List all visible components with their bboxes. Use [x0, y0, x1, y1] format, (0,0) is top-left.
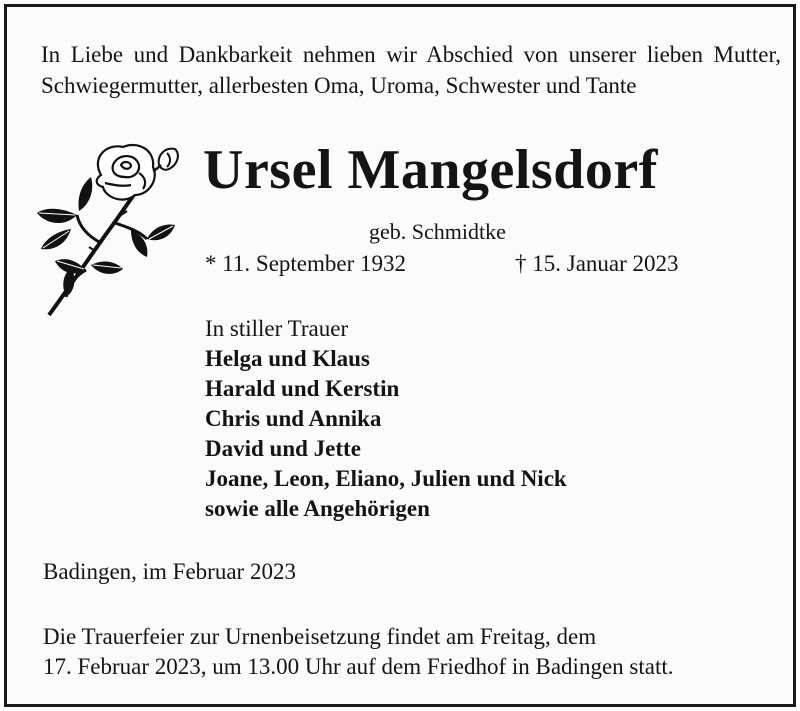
mourner-name: Joane, Leon, Eliano, Julien und Nick: [205, 466, 567, 491]
mourner-name: Harald und Kerstin: [205, 376, 400, 401]
deceased-name: Ursel Mangelsdorf: [203, 139, 658, 201]
funeral-notice-line: Die Trauerfeier zur Urnenbeisetzung findet am Freitag, dem: [43, 624, 597, 649]
maiden-name: geb. Schmidtke: [369, 219, 506, 244]
obituary-frame: [4, 4, 796, 707]
mourner-name: Helga und Klaus: [205, 346, 370, 371]
mourner-name: Chris und Annika: [205, 406, 382, 431]
mourner-name: David und Jette: [205, 436, 361, 461]
birth-date: * 11. September 1932: [205, 251, 407, 276]
place-and-date: Badingen, im Februar 2023: [43, 559, 296, 584]
funeral-notice: [43, 622, 783, 682]
funeral-notice-line: 17. Februar 2023, um 13.00 Uhr auf dem Friedhof in Badingen statt.: [43, 654, 674, 679]
rose-icon: [31, 135, 191, 325]
mourners-block: [205, 314, 567, 524]
mourner-name: sowie alle Angehörigen: [205, 496, 430, 521]
death-date: † 15. Januar 2023: [515, 251, 679, 276]
mourning-phrase: In stiller Trauer: [205, 316, 349, 341]
intro-text: In Liebe und Dankbarkeit nehmen wir Abschied von unserer lieben Mutter, Schwiegermutter, allerbesten Oma, Uroma, Schwester und Tante: [41, 42, 781, 98]
